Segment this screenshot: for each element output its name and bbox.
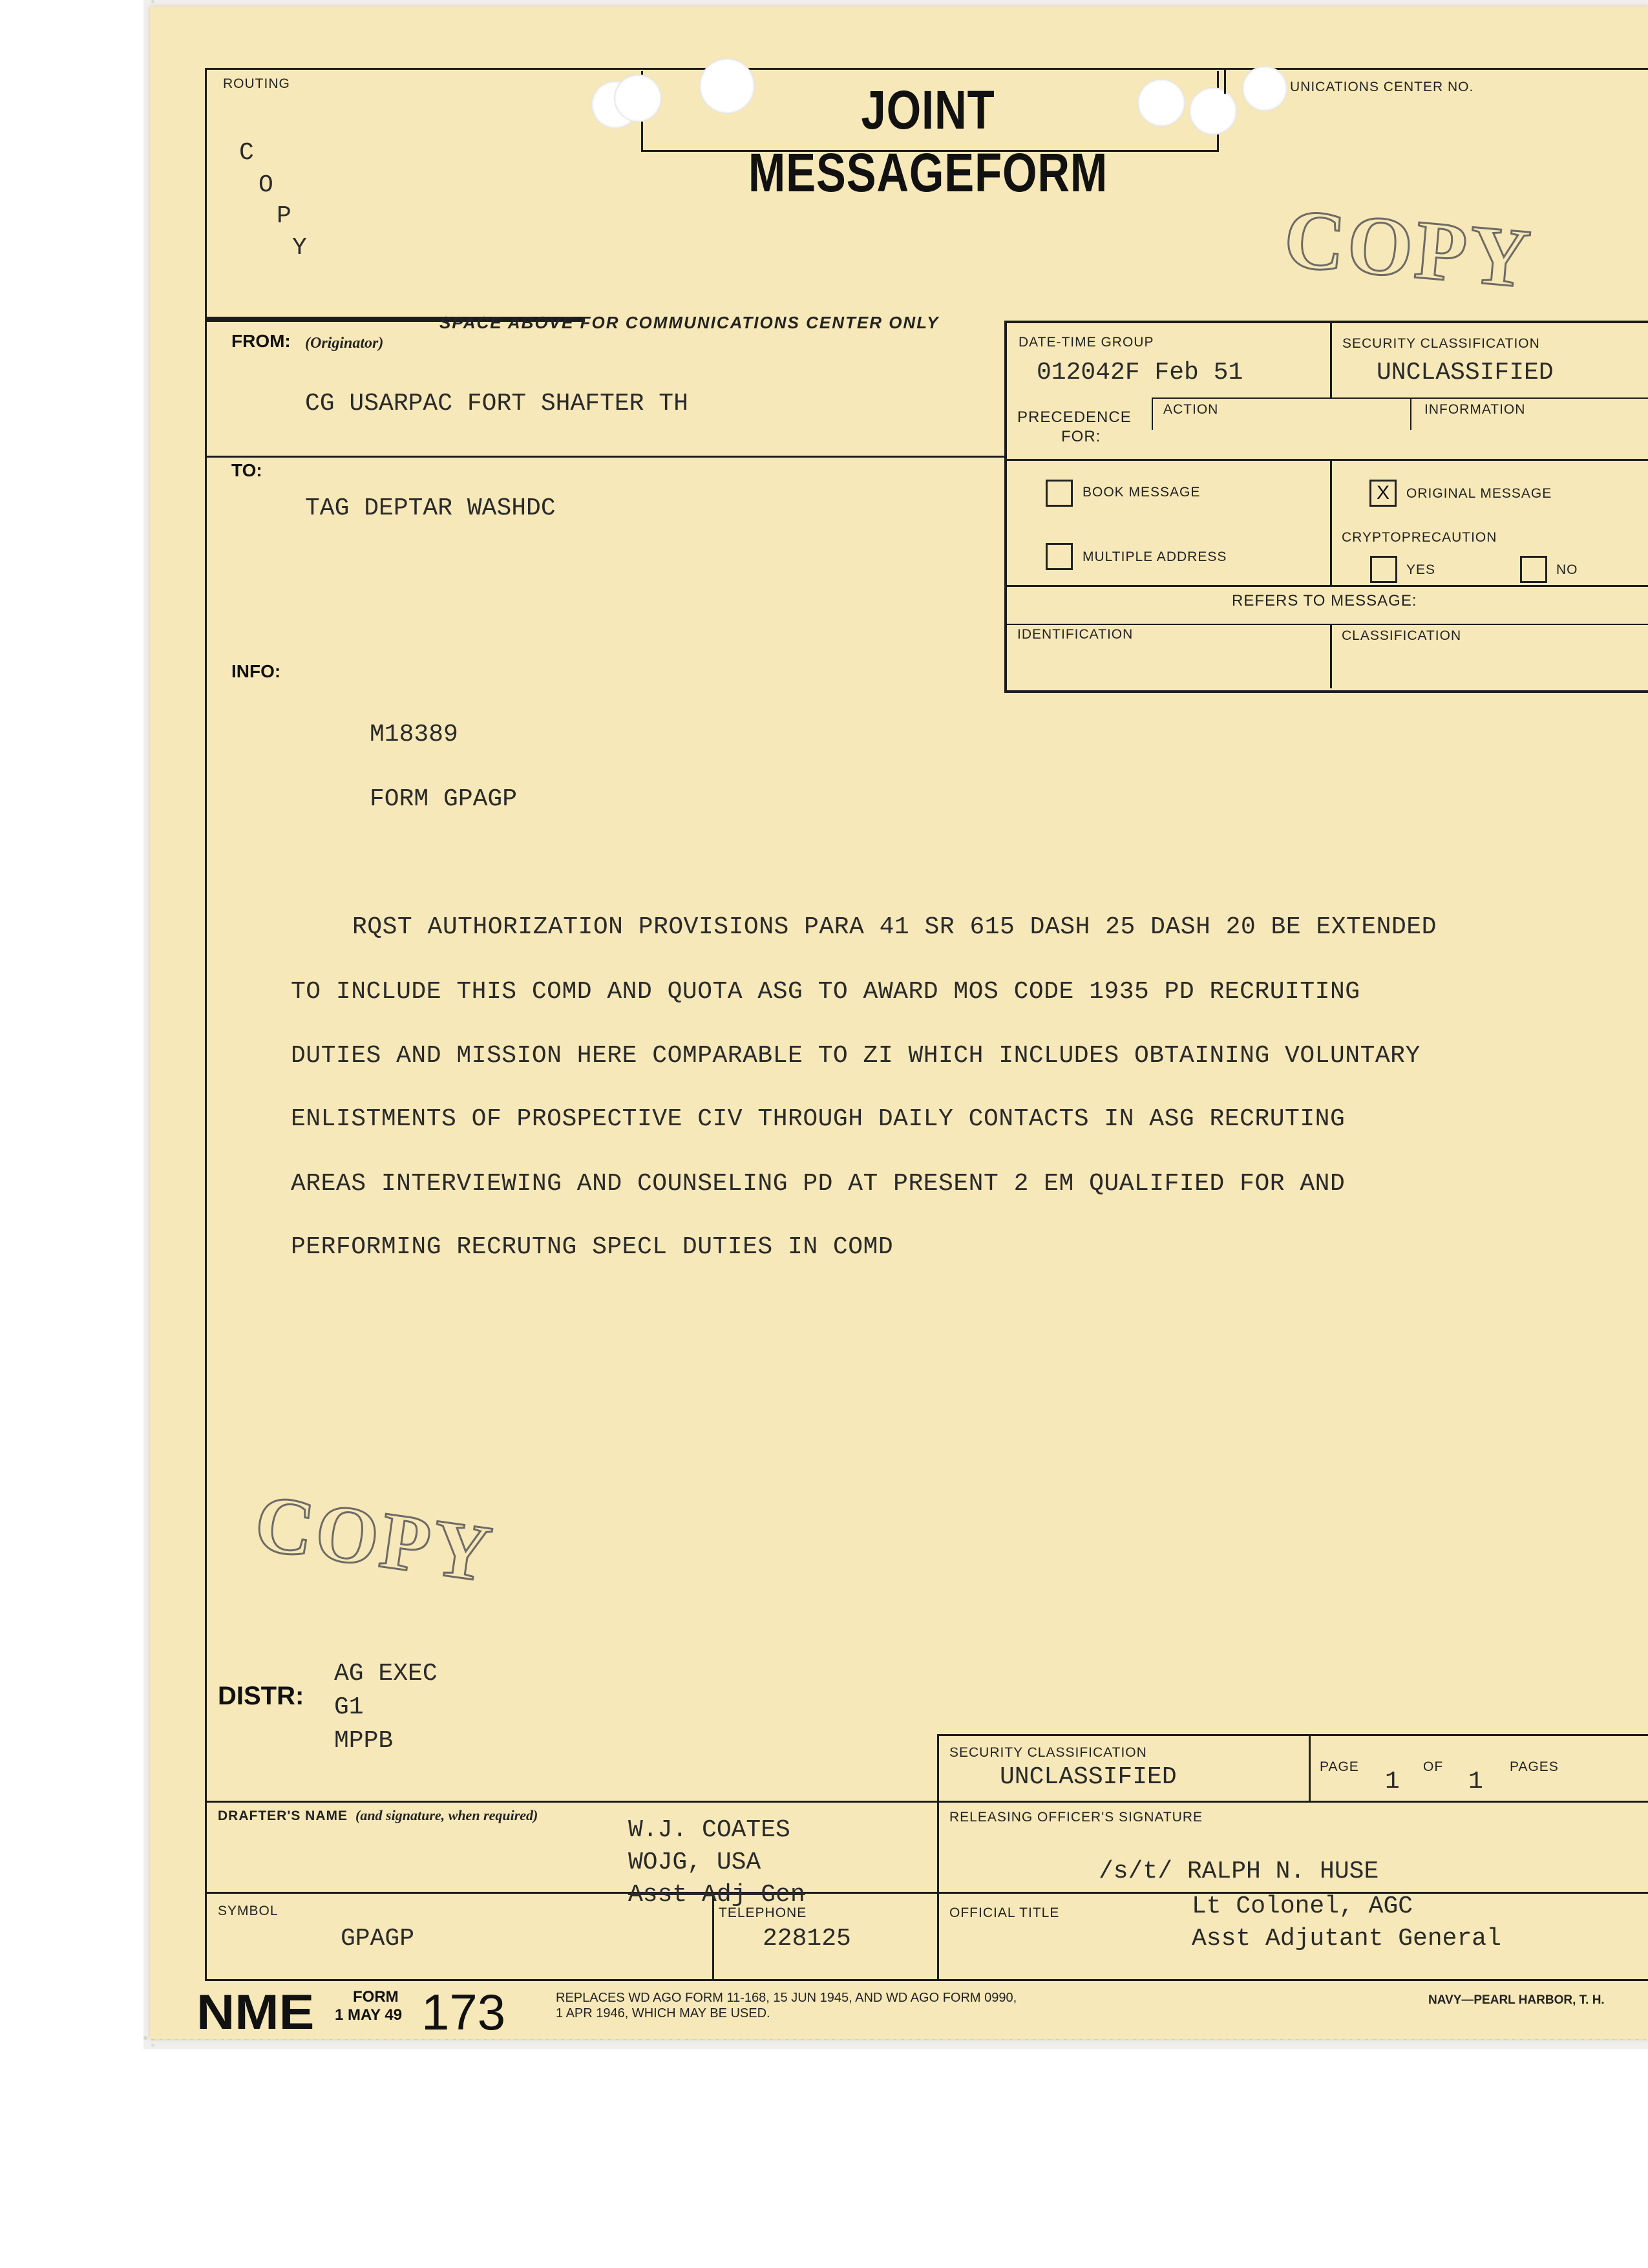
details-rule: [1004, 585, 1648, 587]
multiple-address-label: MULTIPLE ADDRESS: [1083, 549, 1227, 564]
routing-copy-o: O: [259, 171, 273, 199]
distr-label: DISTR:: [218, 1682, 304, 1710]
footer-sec-label: SECURITY CLASSIFICATION: [949, 1745, 1147, 1760]
identification-label: IDENTIFICATION: [1017, 627, 1134, 642]
refers-to-message-label: REFERS TO MESSAGE:: [1232, 592, 1417, 609]
punch-hole: [1189, 87, 1237, 135]
to-value: TAG DEPTAR WASHDC: [305, 494, 556, 522]
form-date: 1 MAY 49: [335, 2006, 403, 2024]
page-total: 1: [1468, 1768, 1483, 1796]
from-sub-label: (Originator): [305, 335, 384, 352]
top-border: [205, 68, 1648, 70]
form-number: 173: [421, 1984, 506, 2040]
form-title: JOINT MESSAGEFORM: [748, 79, 1108, 203]
details-rule: [1152, 397, 1648, 399]
message-line: ENLISTMENTS OF PROSPECTIVE CIV THROUGH DAILY CONTACTS IN ASG RECRUTING: [291, 1105, 1346, 1133]
action-label: ACTION: [1163, 402, 1219, 417]
symbol-value: GPAGP: [341, 1925, 415, 1953]
replaces-note-1: REPLACES WD AGO FORM 11-168, 15 JUN 1945, AND WD AGO FORM 0990,: [556, 1991, 1017, 2005]
footer-divider: [1309, 1734, 1311, 1802]
nme-label: NME: [196, 1985, 315, 2040]
official-title-line: Asst Adjutant General: [1192, 1925, 1501, 1953]
copy-stamp-lower: COPY: [249, 1478, 500, 1600]
comm-center-label: UNICATIONS CENTER NO.: [1290, 79, 1474, 94]
drafter-sub-label: (and signature, when required): [355, 1807, 538, 1823]
details-divider: [1410, 397, 1411, 430]
page-label: PAGE: [1320, 1759, 1359, 1774]
telephone-value: 228125: [763, 1925, 851, 1953]
punch-hole: [614, 74, 662, 122]
routing-copy-c: C: [239, 139, 254, 167]
original-message-checkbox[interactable]: X: [1369, 480, 1397, 507]
drafter-rank: WOJG, USA: [628, 1849, 761, 1876]
info-label: INFO:: [231, 661, 281, 681]
message-number: M18389: [370, 721, 458, 748]
punch-hole: [1242, 66, 1287, 111]
comm-center-divider: [1224, 68, 1226, 94]
pages-label: PAGES: [1510, 1759, 1559, 1774]
routing-copy-p: P: [277, 202, 291, 230]
dtg-value: 012042F Feb 51: [1037, 359, 1243, 387]
footer-rule: [205, 1801, 1648, 1803]
punch-hole: [1137, 79, 1185, 127]
message-line: TO INCLUDE THIS COMD AND QUOTA ASG TO AWARD MOS CODE 1935 PD RECRUITING: [291, 978, 1360, 1006]
details-rule: [1004, 459, 1648, 461]
official-title-label: OFFICIAL TITLE: [949, 1905, 1060, 1920]
crypto-no-label: NO: [1556, 562, 1578, 577]
distr-entry: MPPB: [334, 1727, 394, 1755]
drafter-name: W.J. COATES: [628, 1816, 790, 1844]
footer-rule: [937, 1734, 1648, 1736]
footer-sec-value: UNCLASSIFIED: [1000, 1763, 1177, 1791]
message-form-sheet: [150, 6, 1648, 2039]
official-title-line: Lt Colonel, AGC: [1192, 1892, 1413, 1920]
to-label: TO:: [231, 460, 262, 480]
crypto-yes-checkbox[interactable]: [1370, 556, 1397, 583]
routing-copy-y: Y: [292, 234, 307, 262]
details-divider: [1330, 459, 1332, 585]
classification-label: CLASSIFICATION: [1342, 628, 1462, 643]
drafter-label: DRAFTER'S NAME: [218, 1808, 348, 1823]
precedence-label: PRECEDENCE: [1017, 408, 1132, 426]
message-line: AREAS INTERVIEWING AND COUNSELING PD AT PRESENT 2 EM QUALIFIED FOR AND: [291, 1170, 1346, 1198]
precedence-for-label: FOR:: [1061, 428, 1101, 445]
message-line: RQST AUTHORIZATION PROVISIONS PARA 41 SR 615 DASH 25 DASH 20 BE EXTENDED: [352, 913, 1437, 941]
routing-label: ROUTING: [223, 76, 290, 91]
dtg-label: DATE-TIME GROUP: [1019, 335, 1154, 350]
printer-credit: NAVY—PEARL HARBOR, T. H.: [1428, 1993, 1605, 2007]
footer-bottom-rule: [205, 1979, 1648, 1981]
replaces-note-2: 1 APR 1946, WHICH MAY BE USED.: [556, 2006, 770, 2020]
from-to-rule: [205, 456, 1004, 458]
crypto-yes-label: YES: [1406, 562, 1436, 577]
footer-divider: [937, 1734, 939, 1981]
footer-rule: [205, 1892, 1648, 1894]
book-message-checkbox[interactable]: [1046, 480, 1073, 507]
releasing-label: RELEASING OFFICER'S SIGNATURE: [949, 1810, 1203, 1825]
details-divider: [1330, 624, 1332, 688]
distr-entry: AG EXEC: [334, 1660, 438, 1688]
of-label: OF: [1423, 1759, 1444, 1774]
details-divider: [1152, 397, 1153, 430]
information-label: INFORMATION: [1424, 402, 1526, 417]
page-number: 1: [1385, 1768, 1400, 1796]
from-label: FROM:: [231, 331, 291, 351]
distr-entry: G1: [334, 1693, 364, 1721]
symbol-label: SYMBOL: [218, 1903, 279, 1918]
left-border: [205, 68, 207, 1981]
original-message-label: ORIGINAL MESSAGE: [1406, 486, 1552, 501]
security-classification-label: SECURITY CLASSIFICATION: [1342, 336, 1540, 351]
copy-stamp: COPY: [1280, 191, 1536, 306]
cryptoprecaution-label: CRYPTOPRECAUTION: [1342, 530, 1497, 545]
message-form: FORM GPAGP: [370, 785, 518, 813]
form-word: FORM: [353, 1988, 399, 2006]
message-line: PERFORMING RECRUTNG SPECL DUTIES IN COMD: [291, 1233, 894, 1261]
details-divider: [1330, 321, 1332, 398]
comm-center-note: SPACE ABOVE FOR COMMUNICATIONS CENTER ONLY: [439, 313, 940, 332]
punch-hole: [699, 58, 755, 114]
book-message-label: BOOK MESSAGE: [1083, 485, 1201, 500]
releasing-signature: /s/t/ RALPH N. HUSE: [1099, 1858, 1379, 1885]
details-rule: [1004, 624, 1648, 625]
crypto-no-checkbox[interactable]: [1520, 556, 1547, 583]
message-line: DUTIES AND MISSION HERE COMPARABLE TO ZI WHICH INCLUDES OBTAINING VOLUNTARY: [291, 1042, 1421, 1070]
from-value: CG USARPAC FORT SHAFTER TH: [305, 390, 688, 418]
security-classification-value: UNCLASSIFIED: [1377, 359, 1554, 387]
telephone-label: TELEPHONE: [719, 1905, 807, 1920]
drafter-title: Asst Adj Gen: [628, 1881, 805, 1909]
multiple-address-checkbox[interactable]: [1046, 543, 1073, 570]
